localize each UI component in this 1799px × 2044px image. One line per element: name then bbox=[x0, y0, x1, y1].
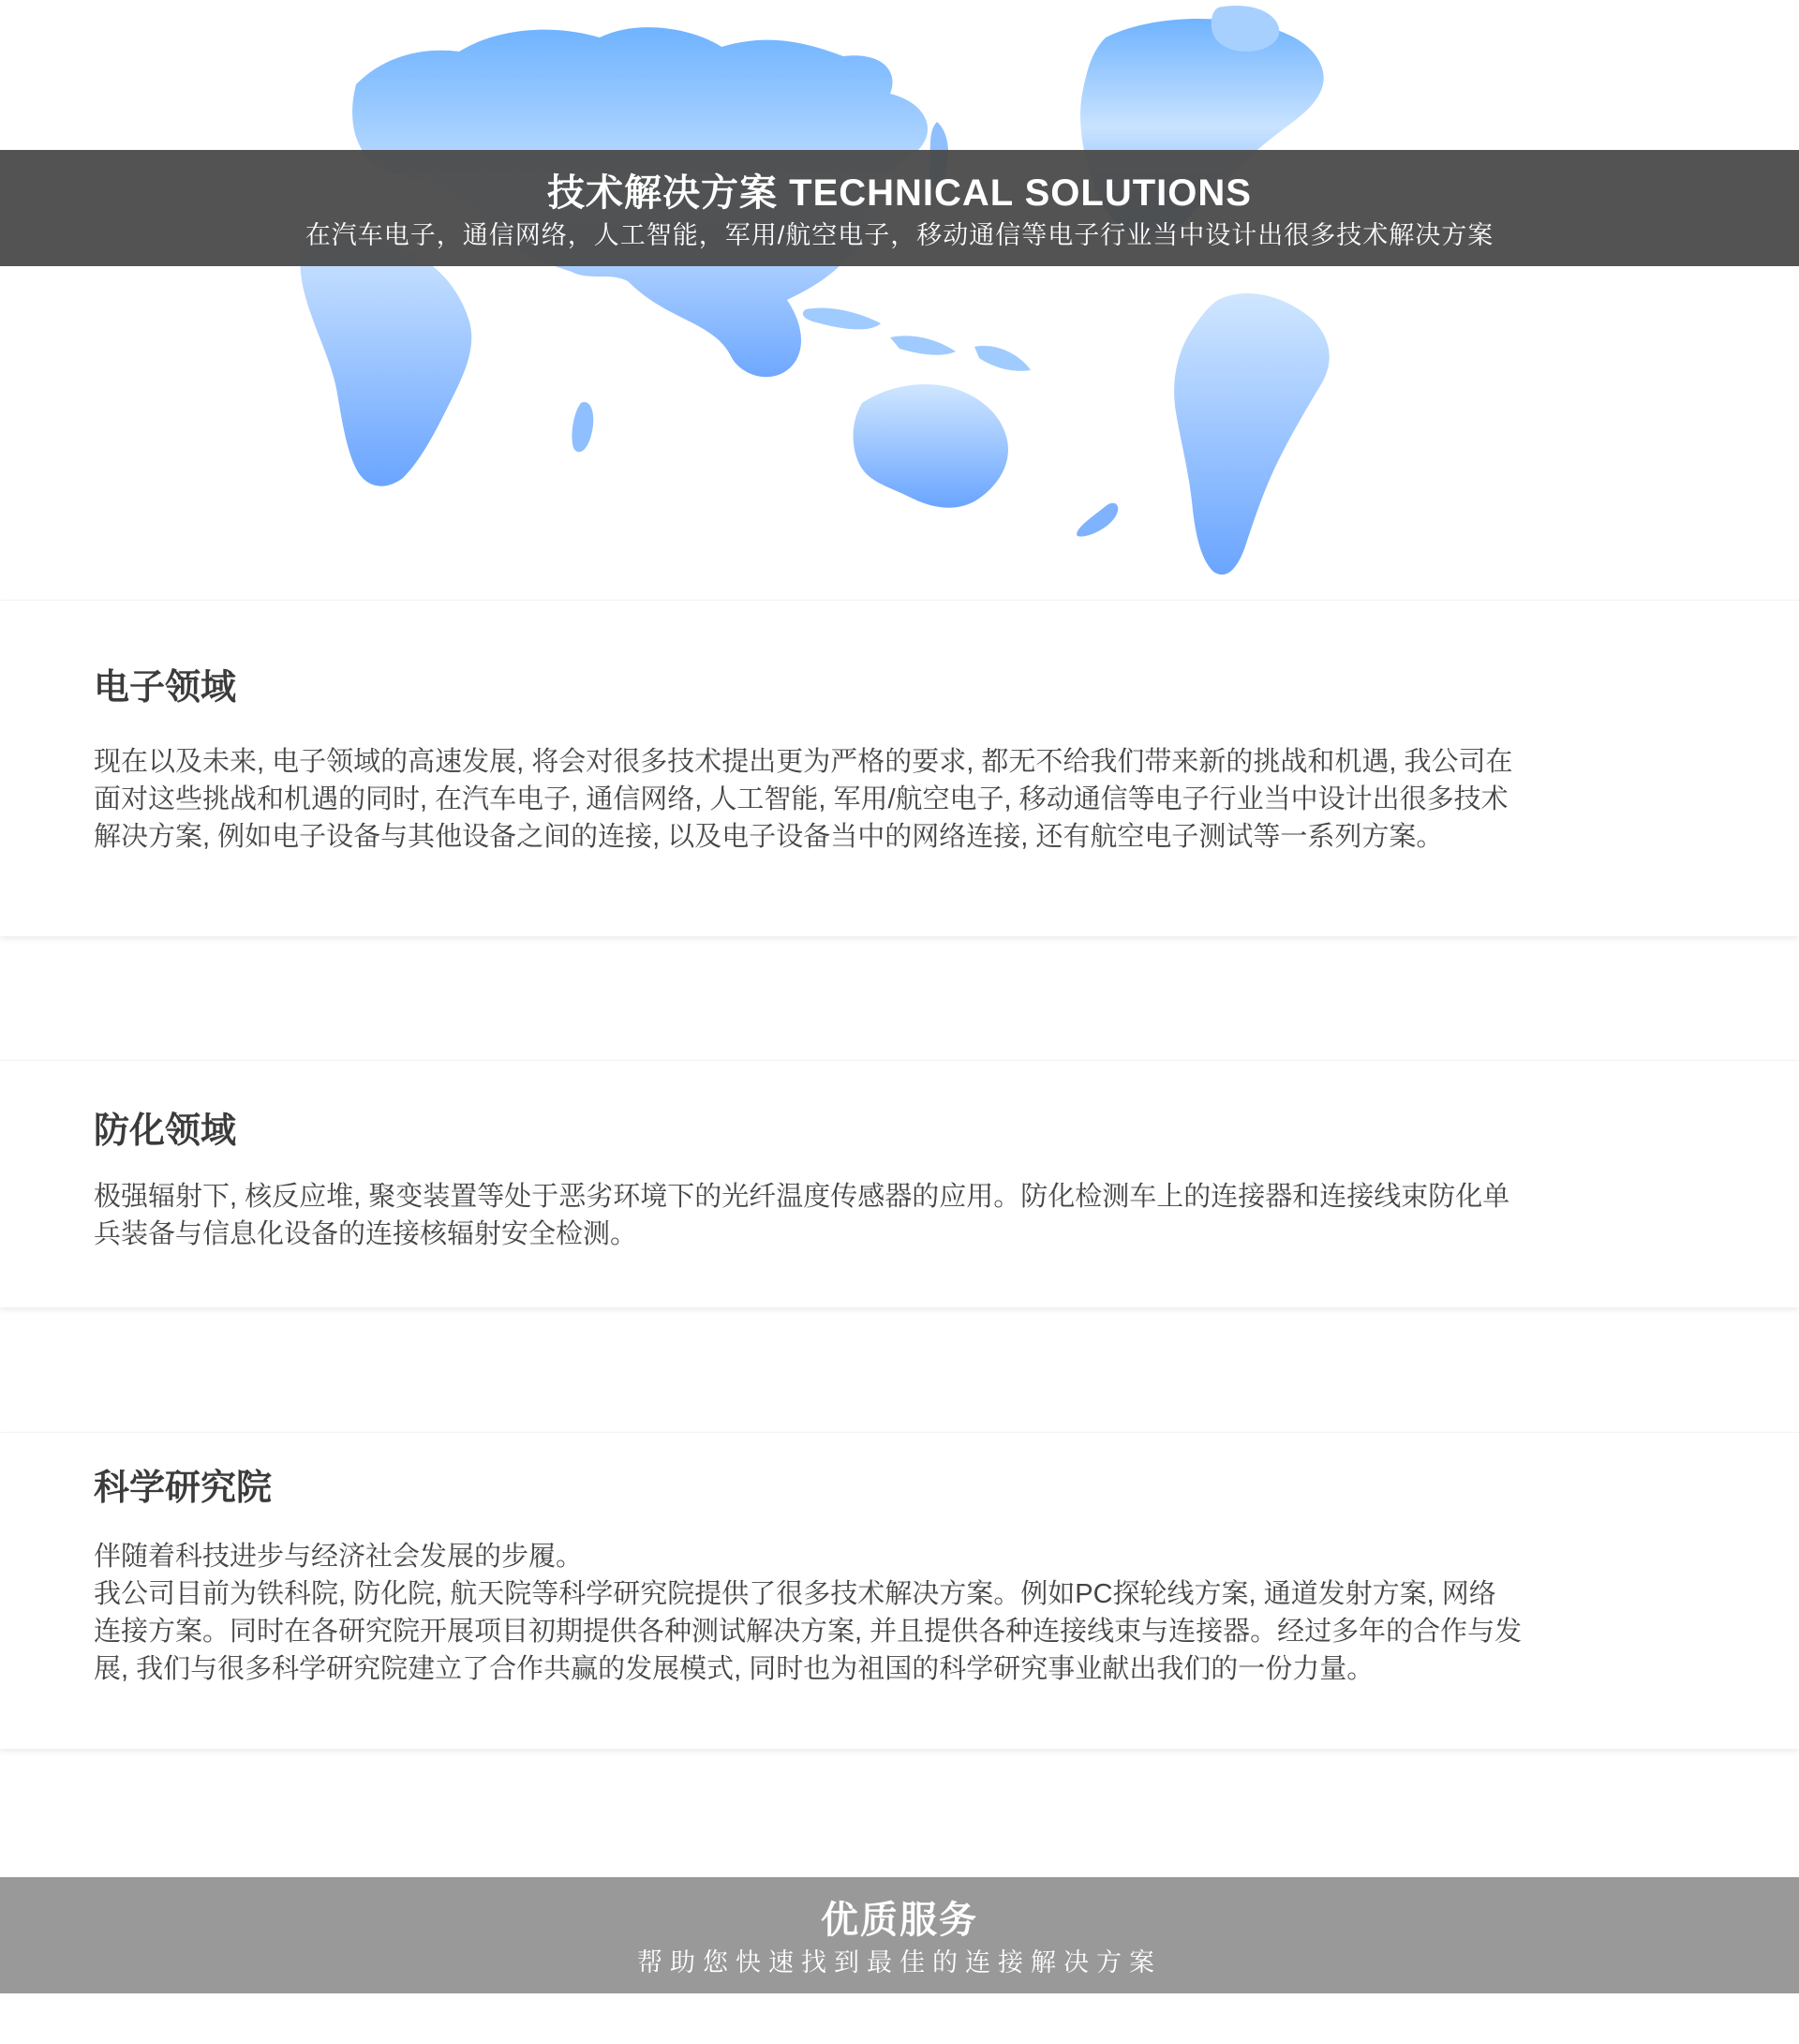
hero-section bbox=[0, 0, 1799, 595]
new-zealand-shape bbox=[1077, 503, 1118, 537]
islands-shape bbox=[803, 308, 1031, 371]
section-electronics bbox=[0, 600, 1799, 936]
world-map-icon bbox=[281, 0, 1434, 595]
south-america-shape bbox=[1174, 293, 1330, 574]
section-body: 伴随着科技进步与经济社会发展的步履。 我公司目前为铁科院, 防化院, 航天院等科学研究院提供了很多技术解决方案。例如PC探轮线方案, 通道发射方案, 网络 连接方案。同时在各研究院开展项目初期提供各种测试解决方案, 并且提供各种连接线束与连接器。经过多年的合作与发 展, 我们与很多科学研究院建立了合作共赢的发展模式, 同时也为祖国的科学研究事业献出我们的一份力量。 bbox=[94, 1542, 1523, 1684]
section-chemical-defense bbox=[0, 1060, 1799, 1307]
africa-shape bbox=[301, 231, 472, 486]
page-title: 技术解决方案 TECHNICAL SOLUTIONS bbox=[547, 172, 1252, 214]
service-subtitle: 帮助您快速找到最佳的连接解决方案 bbox=[637, 1948, 1162, 1977]
section-title: 科学研究院 bbox=[94, 1469, 273, 1508]
section-body: 现在以及未来, 电子领域的高速发展, 将会对很多技术提出更为严格的要求, 都无不给我们带来新的挑战和机遇, 我公司在 面对这些挑战和机遇的同时, 在汽车电子, 通信网络, 人工智能, 军用/航空电子, 移动通信等电子行业当中设计出很多技术 解决方案, 例如电子设备与其他设备之间的连接, 以及电子设备当中的网络连接, 还有航空电子测试等一系列方案。 bbox=[94, 747, 1513, 852]
section-body: 极强辐射下, 核反应堆, 聚变装置等处于恶劣环境下的光纤温度传感器的应用。防化检测车上的连接器和连接线束防化单 兵装备与信息化设备的连接核辐射安全检测。 bbox=[94, 1182, 1510, 1249]
page-subtitle: 在汽车电子，通信网络，人工智能，军用/航空电子，移动通信等电子行业当中设计出很多技术解决方案 bbox=[305, 221, 1494, 249]
madagascar-shape bbox=[572, 402, 593, 452]
service-banner bbox=[0, 1877, 1799, 1993]
service-title: 优质服务 bbox=[821, 1900, 978, 1941]
section-title: 电子领域 bbox=[94, 668, 237, 708]
australia-shape bbox=[854, 384, 1008, 508]
section-title: 防化领域 bbox=[94, 1112, 237, 1151]
section-research-institutes bbox=[0, 1432, 1799, 1749]
hero-banner bbox=[0, 150, 1799, 266]
